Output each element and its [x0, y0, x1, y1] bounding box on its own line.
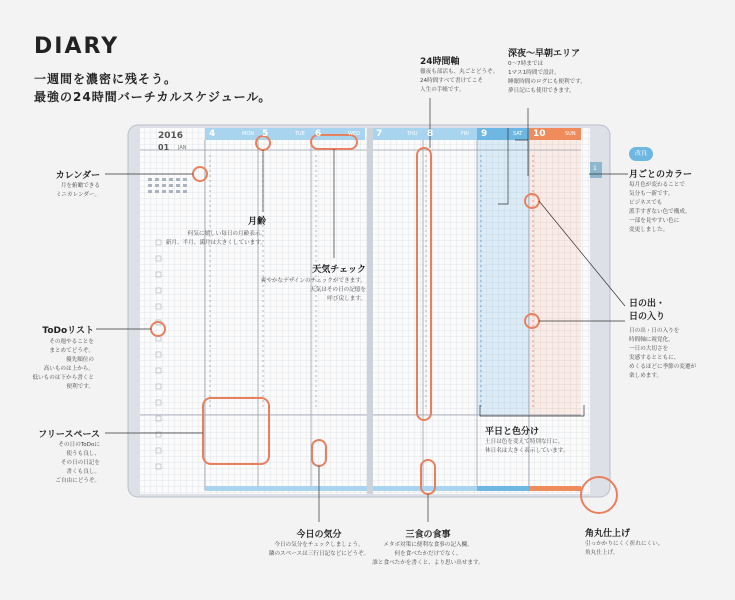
day-9-date: 9 — [481, 129, 488, 139]
callout-todo-title: ToDoリスト — [42, 326, 94, 336]
callout-calendar-desc: 月を俯瞰できる ミニカレンダー。 — [55, 183, 100, 198]
day-10-date: 10 — [533, 129, 546, 139]
year-label: 2016 — [158, 131, 184, 141]
callout-night-desc: 0～7時までは 1マス1時間で設計。 睡眠時間のログにも便利です。 夢日記にも使用できます。 — [508, 61, 586, 94]
day-4-weekday: MON — [242, 131, 254, 137]
callout-weekday-color-title: 平日と色分け — [485, 427, 540, 437]
day-7-weekday: THU — [407, 131, 418, 137]
day-9-weekday: SAT — [513, 131, 523, 137]
callout-moon-title: 月齢 — [247, 217, 266, 227]
callout-weather-desc: 爽やかなデザインのチェックができます。 天気はその日の記憶を 呼び戻します。 — [260, 278, 366, 302]
day-8-date: 8 — [427, 129, 434, 139]
callout-free-title: フリースペース — [38, 430, 100, 440]
callout-sunrise-title: 日の出・ 日の入り — [629, 299, 666, 322]
day-5-weekday: TUE — [295, 131, 305, 137]
callout-weather-title: 天気チェック — [312, 265, 366, 275]
improved-badge: 改良 — [629, 147, 653, 161]
day-4-date: 4 — [209, 129, 216, 139]
callout-free-desc: その日のToDoに 使うも良し、 その日の日記を 書くも良し。 ご自由にどうぞ。 — [55, 442, 100, 484]
callout-sunrise-desc: 日の出・日の入りを 時間軸に視覚化。 一日の大切さを 実感するとともに、 めくるほどに季節の変遷が 楽しめます。 — [629, 328, 697, 379]
day-6-date: 6 — [315, 129, 322, 139]
callout-meals-title: 三食の食事 — [405, 530, 451, 540]
callout-meals-desc: メタボ対策に便利な食事の記入欄。 何を食べたかだけでなく、 誰と食べたかを書くと、より思い出せます。 — [372, 542, 484, 566]
callout-weekday-color-desc: 土日は色を変えて特別な日に。 休日名は大きく表示しています。 — [485, 439, 569, 454]
month-number: 01 — [158, 143, 170, 152]
saturday-column — [477, 140, 529, 415]
day-10-weekday: SUN — [565, 131, 576, 137]
callout-todo-desc: その週やることを まとめてどうぞ。 優先順位の 高いものは上から。 低いものは下から書くと 便利です。 — [32, 339, 94, 390]
day-6-weekday: WED — [348, 131, 360, 137]
month-name: JAN — [178, 145, 187, 151]
callout-mood-title: 今日の気分 — [296, 530, 342, 540]
page-title: DIARY — [34, 34, 120, 59]
callout-month-color-desc: 毎月色が変わることで 気分も一新です。 ビジネスでも 派手すぎない色で構成。 一部を見やすい色に 変更しました。 — [629, 182, 691, 233]
callout-night-title: 深夜～早朝エリア — [508, 49, 581, 59]
day-7-date: 7 — [376, 129, 383, 139]
sunday-column — [529, 140, 581, 415]
callout-corner-title: 角丸仕上げ — [585, 529, 631, 539]
day-5-date: 5 — [262, 129, 269, 139]
subtitle-line-1: 一週間を濃密に残そう。 — [34, 72, 178, 86]
callout-month-color-title: 月ごとのカラー — [629, 170, 693, 180]
callout-mood-desc: 今日の気分をチェックしましょう。 隣のスペースは三行日記などにどうぞ。 — [268, 542, 370, 557]
callout-calendar-title: カレンダー — [55, 171, 100, 181]
callout-corner-desc: 引っかかりにくく折れにくい、 角丸仕上げ。 — [585, 541, 664, 556]
callout-axis24-desc: 徹夜も部活も、丸ごとどうぞ。 24時間すべて書けてこそ 人生の手帳です。 — [420, 69, 499, 93]
day-8-weekday: FRI — [461, 131, 469, 137]
month-tab-label: 1 — [593, 165, 597, 172]
callout-moon-desc: 何気に嬉しい毎日の月齢表示。 新月、半月、満月は大きくしています。 — [165, 231, 266, 246]
callout-axis24-title: 24時間軸 — [420, 57, 460, 67]
subtitle-line-2: 最強の24時間バーチカルスケジュール。 — [34, 90, 272, 104]
